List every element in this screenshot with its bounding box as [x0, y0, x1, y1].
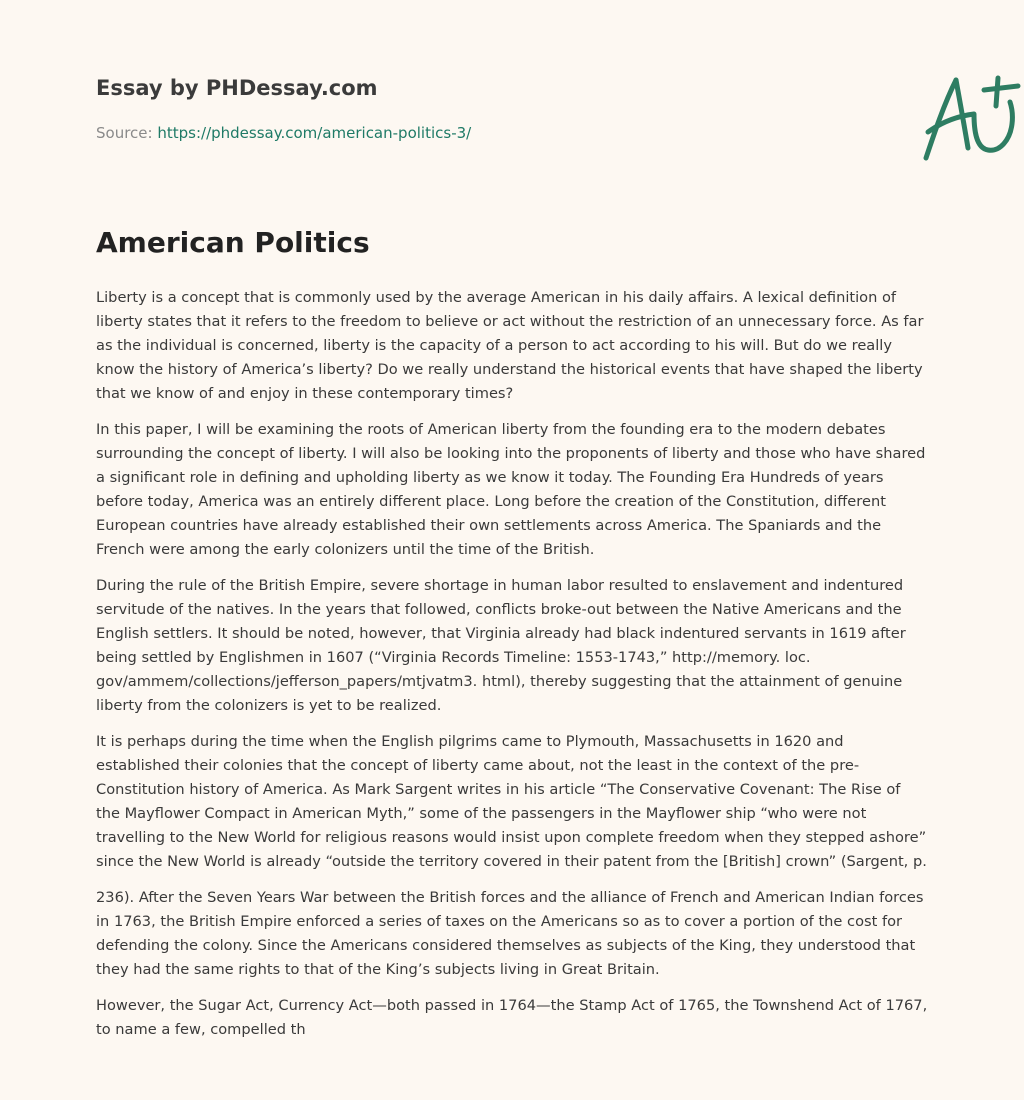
a-plus-logo-icon [920, 68, 1024, 164]
essay-paragraph: It is perhaps during the time when the English pilgrims came to Plymouth, Massachusetts in 1620 and established their colonies that the concept of liberty came about, not the least in the context of the pre-Constitution history of America. As Mark Sargent writes in his article “The Conservative Covenant: The Rise of the Mayflower Compact in American Myth,” some of the passengers in the Mayflower ship “who were not travelling to the New World for religious reasons would insist upon complete freedom when they stepped ashore” since the New World is already “outside the territory covered in their patent from the [British] crown” (Sargent, p. [96, 733, 927, 870]
essay-body [96, 286, 928, 1054]
source-line [96, 124, 471, 142]
essay-paragraph: However, the Sugar Act, Currency Act—both passed in 1764—the Stamp Act of 1765, the Townshend Act of 1767, to name a few, compelled th [96, 997, 928, 1038]
essay-paragraph: 236). After the Seven Years War between the British forces and the alliance of French and American Indian forces in 1763, the British Empire enforced a series of taxes on the Americans so as to cover a portion of the cost for defending the colony. Since the Americans considered themselves as subjects of the King, they understood that they had the same rights to that of the King’s subjects living in Great Britain. [96, 889, 924, 978]
essay-paragraph: Liberty is a concept that is commonly used by the average American in his daily affairs. A lexical definition of liberty states that it refers to the freedom to believe or act without the restriction of an unnecessary force. As far as the individual is concerned, liberty is the capacity of a person to act according to his will. But do we really know the history of America’s liberty? Do we really understand the historical events that have shaped the liberty that we know of and enjoy in these contemporary times? [96, 289, 924, 402]
essay-title: American Politics [96, 226, 370, 259]
essay-paragraph: During the rule of the British Empire, severe shortage in human labor resulted to enslavement and indentured servitude of the natives. In the years that followed, conflicts broke-out between the Native Americans and the English settlers. It should be noted, however, that Virginia already had black indentured servants in 1619 after being settled by Englishmen in 1607 (“Virginia Records Timeline: 1553-1743,” http://memory. loc. gov/ammem/collections/jefferson_papers/mtjvatm3. html), thereby suggesting that the attainment of genuine liberty from the colonizers is yet to be realized. [96, 577, 906, 714]
essay-paragraph: In this paper, I will be examining the roots of American liberty from the founding era to the modern debates surrounding the concept of liberty. I will also be looking into the proponents of liberty and those who have shared a significant role in defining and upholding liberty as we know it today. The Founding Era Hundreds of years before today, America was an entirely different place. Long before the creation of the Constitution, different European countries have already established their own settlements across America. The Spaniards and the French were among the early colonizers until the time of the British. [96, 421, 926, 558]
source-link[interactable]: https://phdessay.com/american-politics-3/ [157, 124, 472, 142]
brand-title: Essay by PHDessay.com [96, 76, 378, 100]
source-label: Source: [96, 124, 153, 142]
